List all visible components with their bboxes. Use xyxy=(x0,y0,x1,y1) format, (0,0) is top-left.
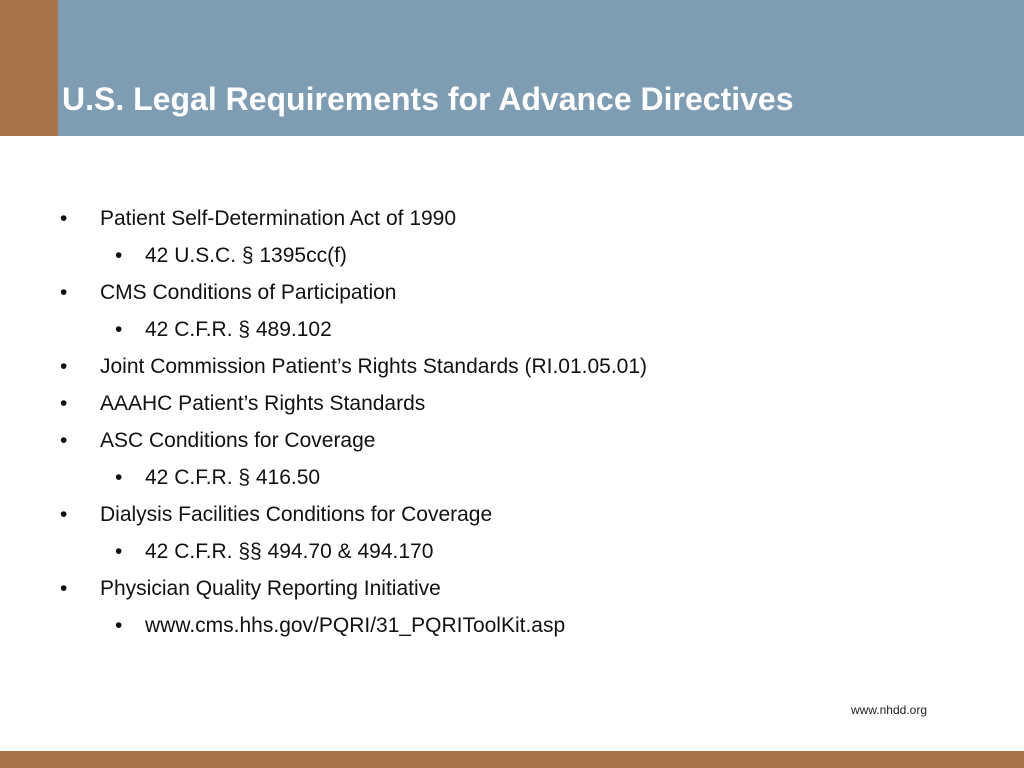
bullet-dot-icon: • xyxy=(115,244,123,267)
bullet-dot-icon: • xyxy=(115,540,123,563)
bullet-dot-icon: • xyxy=(60,577,68,600)
slide-title: U.S. Legal Requirements for Advance Directives xyxy=(62,81,794,117)
bullet-text: Dialysis Facilities Conditions for Coverage xyxy=(100,503,493,526)
bullet-dot-icon: • xyxy=(60,429,68,452)
sub-bullet-text: 42 U.S.C. § 1395cc(f) xyxy=(145,244,347,267)
footer-url: www.nhdd.org xyxy=(850,703,927,717)
sub-bullet-link-text: www.cms.hhs.gov/PQRI/31_PQRIToolKit.asp xyxy=(145,614,566,637)
bullet-dot-icon: • xyxy=(60,503,68,526)
bullet-text: Joint Commission Patient’s Rights Standards (RI.01.05.01) xyxy=(100,355,648,378)
sub-bullet-text: 42 C.F.R. § 416.50 xyxy=(145,466,321,489)
bullet-text: CMS Conditions of Participation xyxy=(100,281,397,304)
bullet-dot-icon: • xyxy=(60,207,68,230)
bullet-dot-icon: • xyxy=(60,355,68,378)
bullet-dot-icon: • xyxy=(60,281,68,304)
bullet-dot-icon: • xyxy=(115,318,123,341)
bullet-text: Physician Quality Reporting Initiative xyxy=(100,577,441,600)
sub-bullet-text: 42 C.F.R. § 489.102 xyxy=(145,318,332,341)
bullet-text: Patient Self-Determination Act of 1990 xyxy=(100,207,457,230)
bullet-dot-icon: • xyxy=(115,466,123,489)
banner-accent-stripe xyxy=(0,0,58,136)
footer-bar xyxy=(0,751,1024,768)
bullet-text: ASC Conditions for Coverage xyxy=(100,429,376,452)
bullet-dot-icon: • xyxy=(60,392,68,415)
bullet-dot-icon: • xyxy=(115,614,123,637)
sub-bullet-text: 42 C.F.R. §§ 494.70 & 494.170 xyxy=(145,540,434,563)
bullet-text: AAAHC Patient’s Rights Standards xyxy=(100,392,426,415)
